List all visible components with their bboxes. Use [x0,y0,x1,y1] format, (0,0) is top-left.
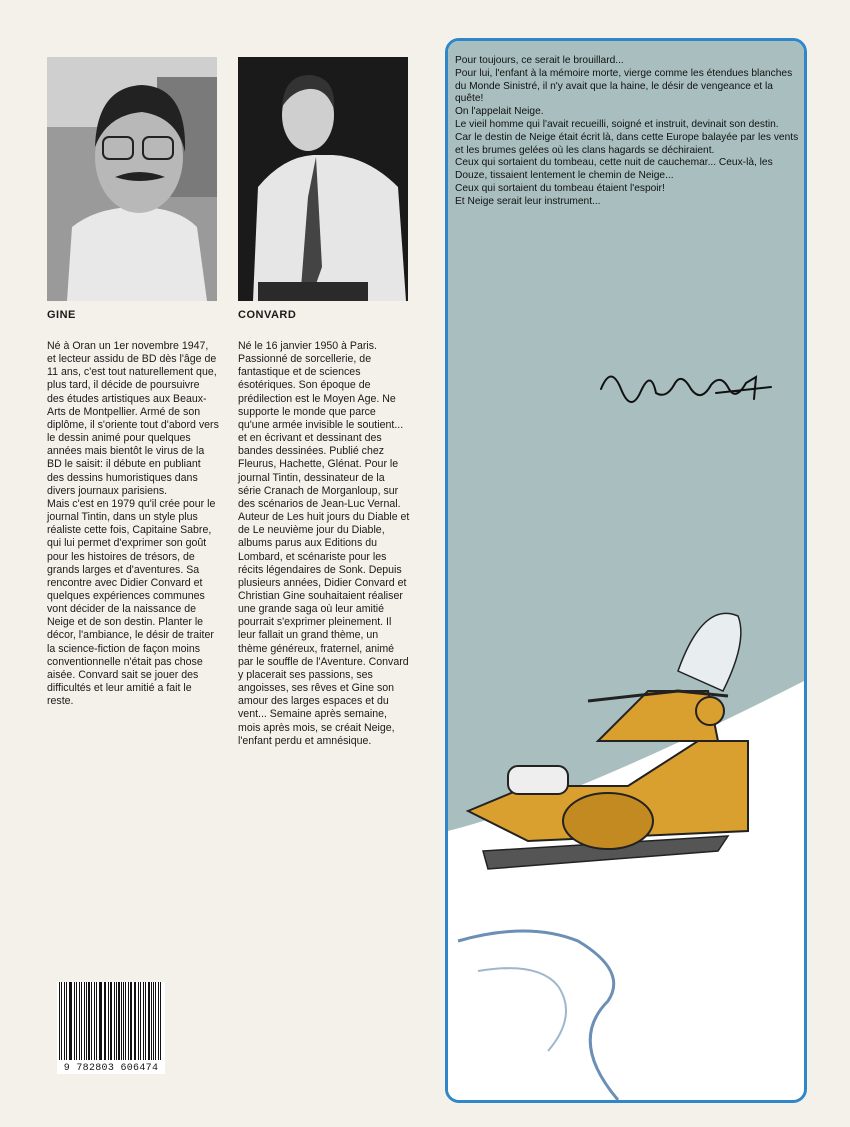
barcode-bar [69,982,70,1060]
synopsis-line-6: Ceux qui sortaient du tombeau, cette nuit de cauchemar... Ceux-là, les Douze, tissaient lentement le chemin de Neige... [455,157,773,182]
barcode-bar [105,982,106,1060]
synopsis-line-5: Car le destin de Neige était écrit là, dans cette Europe balayée par les vents et les brumes gelées où les clans hagards se déchiraient. [455,131,799,156]
barcode-bar [108,982,109,1060]
barcode-bar [94,982,95,1060]
barcode-bar [125,982,126,1060]
barcode-bar [88,982,90,1060]
synopsis-line-2: Pour lui, l'enfant à la mémoire morte, vierge comme les étendues blanches du Monde Sinistré, il n'y avait que la haine, le désir de vengeance et la quête! [455,67,793,105]
barcode-bar [143,982,144,1060]
barcode-bar [158,982,159,1060]
barcode-bars [59,982,163,1060]
barcode-bar [100,982,101,1060]
barcode-bar [79,982,80,1060]
barcode-bar [148,982,150,1060]
barcode-bar [121,982,122,1060]
barcode-bar [116,982,117,1060]
synopsis-line-4: Le vieil homme qui l'avait recueilli, soigné et instruit, devinait son destin. [455,118,779,130]
barcode-bar [74,982,75,1060]
barcode-bar [64,982,65,1060]
author-name-convard: CONVARD [238,309,297,321]
barcode-bar [61,982,62,1060]
barcode-bar [155,982,156,1060]
barcode-bar [118,982,119,1060]
barcode-bar [123,982,124,1060]
portrait-gine-image [47,57,217,301]
author-photo-convard [238,57,408,301]
barcode-bar [66,982,67,1060]
synopsis-text [455,55,800,209]
barcode-bar [76,982,77,1060]
author-name-gine: GINE [47,309,76,321]
author-bio-gine [47,340,219,708]
barcode-bar [138,982,139,1060]
barcode-bar [128,982,129,1060]
barcode-bar [104,982,105,1060]
barcode-bar [70,982,72,1060]
synopsis-line-1: Pour toujours, ce serait le brouillard... [455,55,624,66]
barcode-bar [81,982,82,1060]
barcode-number: 9 782803 606474 [63,1063,159,1074]
barcode-bar [59,982,60,1060]
barcode-bar [86,982,87,1060]
author-bio-convard [238,340,410,748]
bio-convard-paragraph: Né le 16 janvier 1950 à Paris. Passionné de sorcellerie, de fantastique et de sciences ésotériques. Son époque de prédilection est le Moyen Age. Ne supporte le monde que parce qu'une armée invisible le soutient... et en écrivant et dessinant des bandes dessinées. Publié chez Fleurus, Hachette, Glénat. Pour le journal Tintin, dessinateur de la série Cranach de Morganloup, sur des scénarios de Jean-Luc Vernal. Auteur de Les huit jours du Diable et de Le neuvième jour du Diable, albums parus aux Editions du Lombard, et scénariste pour les récits légendaires de Sonk. Depuis plusieurs années, Didier Convard et Christian Gine souhaitaient réaliser une grande saga où leur amitié pourrait s'exprimer pleinement. Il leur fallait un grand thème, un thème généreux, fraternel, animé par le souffle de l'Aventure. Convard y placerait ses passions, ses angoisses, ses rêves et Gine son amour des larges espaces et du vent... Semaine après semaine, mois après mois, se créait Neige, l'enfant perdu et amnésique. [238,340,410,747]
barcode-bar [135,982,136,1060]
barcode-bar [99,982,100,1060]
barcode-bar [140,982,141,1060]
synopsis-line-3: On l'appelait Neige. [455,106,544,118]
barcode [57,982,165,1074]
barcode-bar [110,982,112,1060]
barcode-bar [96,982,97,1060]
bio-gine-paragraph-1: Né à Oran un 1er novembre 1947, et lecteur assidu de BD dès l'âge de 11 ans, c'est tout naturellement que, plus tard, il décide de poursuivre des études artistiques aux Beaux-Arts de Montpellier. Armé de son diplôme, il s'oriente tout d'abord vers le dessin animé pour quelques années mais bientôt le virus de la BD le saisit: il débute en publiant des dessins humoristiques dans divers journaux parisiens. [47,340,219,497]
bio-gine-paragraph-2: Mais c'est en 1979 qu'il crée pour le journal Tintin, dans un style plus réaliste cette fois, Capitaine Sabre, qui lui permet d'exprimer son goût pour les histoires de trésors, de grands larges et d'aventures. Sa rencontre avec Didier Convard et quelques expériences communes vont décider de la naissance de Neige et de son destin. Planter le décor, l'ambiance, le désir de traiter la science-fiction de façon moins conventionnelle n'était pas chose aisée. Convard sait se jouer des difficultés et leur amitié a fait le reste. [47,497,216,708]
barcode-bar [145,982,146,1060]
author-photo-gine [47,57,217,301]
synopsis-line-8: Et Neige serait leur instrument... [455,195,601,207]
portrait-convard-image [238,57,408,301]
barcode-bar [130,982,132,1060]
barcode-bar [153,982,154,1060]
barcode-bar [134,982,135,1060]
barcode-bar [151,982,152,1060]
synopsis-panel [445,38,807,1103]
synopsis-line-7: Ceux qui sortaient du tombeau étaient l'espoir! [455,182,665,194]
barcode-bar [114,982,115,1060]
barcode-bar [84,982,85,1060]
author-signature [596,359,776,419]
barcode-bar [91,982,92,1060]
barcode-bar [160,982,161,1060]
